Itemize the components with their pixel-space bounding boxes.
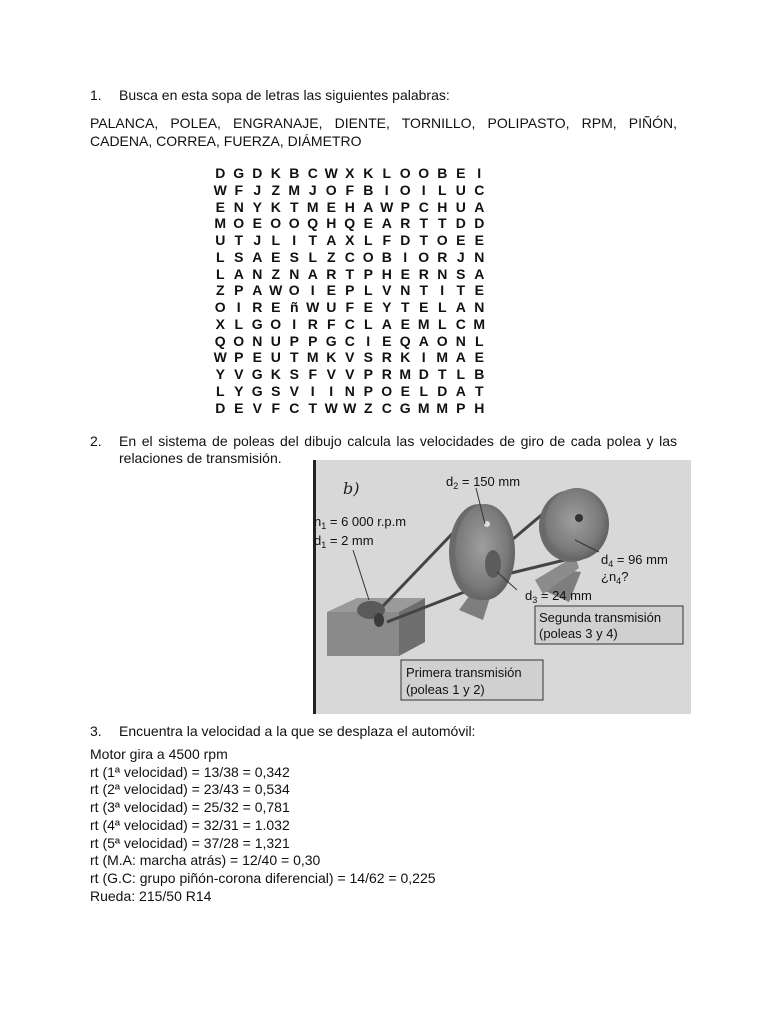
grid-letter: M bbox=[436, 349, 449, 366]
q3-number: 3. bbox=[90, 723, 102, 739]
grid-letter: H bbox=[344, 198, 355, 215]
grid-letter: D bbox=[400, 232, 411, 248]
grid-letter: C bbox=[455, 315, 466, 332]
word-list bbox=[90, 114, 677, 150]
grid-letter: J bbox=[456, 248, 465, 265]
grid-letter: I bbox=[421, 181, 426, 198]
grid-row bbox=[211, 232, 507, 249]
grid-letter: F bbox=[345, 181, 355, 198]
second-transmission-line-1: Segunda transmisión bbox=[539, 610, 662, 625]
grid-letter: N bbox=[455, 332, 466, 349]
ratio-line: rt (G.C: grupo piñón-corona diferencial) = 14/62 = 0,225 bbox=[90, 869, 436, 886]
grid-letter: V bbox=[252, 399, 262, 416]
grid-letter: S bbox=[289, 248, 299, 265]
grid-letter: M bbox=[288, 181, 301, 198]
grid-letter: E bbox=[215, 198, 225, 215]
grid-letter: U bbox=[326, 299, 337, 315]
grid-letter: N bbox=[233, 198, 244, 215]
grid-letter: A bbox=[252, 248, 263, 265]
grid-letter: L bbox=[474, 332, 484, 349]
grid-letter: P bbox=[363, 382, 373, 399]
grid-letter: H bbox=[326, 215, 337, 232]
label-d4: $d_4 = 96$ mm bbox=[601, 552, 668, 569]
grid-letter: A bbox=[474, 265, 485, 282]
grid-letter: Q bbox=[214, 332, 226, 349]
grid-letter: P bbox=[308, 332, 318, 349]
first-transmission-line-1: Primera transmisión bbox=[406, 665, 522, 680]
grid-letter: L bbox=[363, 232, 373, 248]
grid-letter: T bbox=[400, 299, 410, 315]
grid-letter: E bbox=[234, 399, 244, 416]
grid-letter: A bbox=[418, 332, 429, 349]
label-d1: $d_1 = 2$ mm bbox=[314, 533, 374, 550]
grid-letter: R bbox=[418, 265, 429, 282]
grid-letter: E bbox=[474, 349, 484, 366]
grid-letter: W bbox=[213, 181, 227, 198]
grid-letter: Z bbox=[271, 265, 281, 282]
grid-letter: A bbox=[455, 349, 466, 366]
grid-letter: E bbox=[271, 299, 281, 315]
grid-letter: I bbox=[329, 382, 334, 399]
grid-letter: A bbox=[455, 299, 466, 315]
grid-letter: Q bbox=[307, 215, 319, 232]
grid-letter: I bbox=[310, 282, 315, 299]
grid-letter: ñ bbox=[289, 299, 299, 315]
grid-letter: O bbox=[233, 215, 245, 232]
grid-letter: Y bbox=[252, 198, 262, 215]
grid-letter: E bbox=[400, 382, 410, 399]
grid-letter: E bbox=[271, 248, 281, 265]
pulley-4 bbox=[545, 488, 609, 560]
grid-letter: E bbox=[400, 265, 410, 282]
label-d3: $d_3 = 24$ mm bbox=[525, 588, 592, 605]
grid-letter: G bbox=[251, 315, 263, 332]
grid-letter: D bbox=[437, 382, 448, 399]
grid-letter: A bbox=[326, 232, 337, 248]
grid-row bbox=[211, 249, 507, 266]
grid-letter: A bbox=[252, 282, 263, 299]
grid-letter: H bbox=[381, 265, 392, 282]
grid-row bbox=[211, 282, 507, 299]
grid-letter: M bbox=[417, 399, 430, 416]
grid-letter: K bbox=[363, 165, 374, 181]
first-transmission-line-2: (poleas 1 y 2) bbox=[406, 682, 485, 697]
grid-letter: F bbox=[345, 299, 355, 315]
grid-letter: M bbox=[306, 198, 319, 215]
grid-letter: P bbox=[289, 332, 299, 349]
grid-letter: O bbox=[288, 215, 300, 232]
grid-letter: L bbox=[437, 181, 447, 198]
word-list-line-2: CADENA, CORREA, FUERZA, DIÁMETRO bbox=[90, 133, 362, 149]
figure-label-b: b) bbox=[343, 479, 360, 498]
grid-letter: U bbox=[270, 349, 281, 366]
grid-row bbox=[211, 299, 507, 316]
grid-letter: O bbox=[233, 332, 245, 349]
grid-letter: Z bbox=[363, 399, 373, 416]
grid-letter: A bbox=[233, 265, 244, 282]
grid-letter: S bbox=[234, 248, 244, 265]
grid-row bbox=[211, 182, 507, 199]
grid-letter: O bbox=[399, 181, 411, 198]
grid-letter: Y bbox=[234, 382, 244, 399]
grid-letter: N bbox=[252, 332, 263, 349]
grid-letter: K bbox=[326, 349, 337, 366]
grid-letter: F bbox=[326, 315, 336, 332]
gear-ratio-list bbox=[90, 746, 436, 905]
grid-letter: B bbox=[474, 366, 485, 382]
grid-letter: G bbox=[233, 165, 245, 181]
grid-letter: C bbox=[344, 315, 355, 332]
grid-letter: P bbox=[234, 349, 244, 366]
grid-letter: R bbox=[307, 315, 318, 332]
grid-letter: R bbox=[437, 248, 448, 265]
grid-letter: T bbox=[289, 198, 299, 215]
grid-letter: I bbox=[440, 282, 445, 299]
grid-letter: E bbox=[382, 332, 392, 349]
grid-letter: P bbox=[234, 282, 244, 299]
grid-letter: U bbox=[270, 332, 281, 349]
grid-row bbox=[211, 266, 507, 283]
grid-letter: L bbox=[382, 165, 392, 181]
ratio-line: rt (2ª velocidad) = 23/43 = 0,534 bbox=[90, 781, 290, 798]
grid-letter: Y bbox=[382, 299, 392, 315]
grid-letter: T bbox=[437, 215, 447, 232]
grid-letter: T bbox=[419, 282, 429, 299]
grid-letter: L bbox=[215, 265, 225, 282]
motor-base-front bbox=[327, 612, 399, 656]
grid-letter: M bbox=[214, 215, 227, 232]
grid-letter: D bbox=[455, 215, 466, 232]
ratio-line: rt (M.A: marcha atrás) = 12/40 = 0,30 bbox=[90, 852, 321, 869]
grid-letter: O bbox=[325, 181, 337, 198]
grid-letter: K bbox=[270, 165, 281, 181]
grid-letter: W bbox=[324, 399, 338, 416]
grid-letter: O bbox=[362, 248, 374, 265]
grid-letter: S bbox=[289, 366, 299, 382]
grid-letter: O bbox=[381, 382, 393, 399]
grid-letter: L bbox=[419, 382, 429, 399]
ratio-line: Rueda: 215/50 R14 bbox=[90, 887, 212, 904]
grid-letter: O bbox=[399, 165, 411, 181]
grid-row bbox=[211, 366, 507, 383]
grid-letter: V bbox=[234, 366, 244, 382]
grid-row bbox=[211, 199, 507, 216]
grid-letter: K bbox=[270, 366, 281, 382]
grid-letter: N bbox=[289, 265, 300, 282]
grid-row bbox=[211, 400, 507, 417]
grid-letter: T bbox=[308, 399, 318, 416]
label-d2: $d_2 = 150$ mm bbox=[446, 474, 521, 491]
grid-letter: W bbox=[269, 282, 283, 299]
grid-letter: F bbox=[234, 181, 244, 198]
grid-letter: S bbox=[271, 382, 281, 399]
grid-letter: E bbox=[474, 282, 484, 299]
grid-letter: I bbox=[236, 299, 241, 315]
ratio-line: rt (4ª velocidad) = 32/31 = 1.032 bbox=[90, 816, 290, 833]
grid-letter: T bbox=[345, 265, 355, 282]
grid-letter: Z bbox=[271, 181, 281, 198]
grid-letter: J bbox=[253, 232, 262, 248]
grid-letter: E bbox=[456, 232, 466, 248]
grid-letter: P bbox=[345, 282, 355, 299]
grid-letter: P bbox=[363, 366, 373, 382]
second-transmission-line-2: (poleas 3 y 4) bbox=[539, 626, 618, 641]
grid-letter: I bbox=[403, 248, 408, 265]
grid-letter: F bbox=[382, 232, 392, 248]
motor-speed: Motor gira a 4500 rpm bbox=[90, 746, 228, 762]
grid-letter: Z bbox=[326, 248, 336, 265]
grid-letter: O bbox=[436, 232, 448, 248]
grid-letter: V bbox=[289, 382, 299, 399]
grid-letter: M bbox=[436, 399, 449, 416]
grid-letter: E bbox=[363, 299, 373, 315]
grid-letter: E bbox=[326, 282, 336, 299]
grid-letter: F bbox=[308, 366, 318, 382]
grid-letter: W bbox=[306, 299, 320, 315]
grid-letter: C bbox=[344, 332, 355, 349]
grid-letter: L bbox=[234, 315, 244, 332]
grid-letter: L bbox=[363, 315, 373, 332]
grid-letter: C bbox=[289, 399, 300, 416]
q1-number: 1. bbox=[90, 87, 102, 103]
grid-letter: R bbox=[381, 366, 392, 382]
pulley-diagram bbox=[313, 460, 691, 714]
grid-letter: U bbox=[215, 232, 226, 248]
grid-letter: L bbox=[437, 299, 447, 315]
grid-letter: C bbox=[381, 399, 392, 416]
grid-letter: T bbox=[289, 349, 299, 366]
grid-row bbox=[211, 165, 507, 182]
grid-letter: M bbox=[399, 366, 412, 382]
label-n1: $n_1 = 6$ 000 r.p.m bbox=[314, 514, 407, 531]
grid-letter: E bbox=[363, 215, 373, 232]
grid-letter: O bbox=[214, 299, 226, 315]
q2-number: 2. bbox=[90, 433, 102, 449]
grid-row bbox=[211, 333, 507, 350]
grid-letter: K bbox=[400, 349, 411, 366]
grid-letter: U bbox=[455, 198, 466, 215]
grid-letter: B bbox=[381, 248, 392, 265]
q2-text-line-2: relaciones de transmisión. bbox=[119, 450, 282, 466]
grid-letter: L bbox=[271, 232, 281, 248]
grid-row bbox=[211, 215, 507, 232]
word-list-line-1: PALANCA, POLEA, ENGRANAJE, DIENTE, TORNILLO, POLIPASTO, RPM, PIÑÓN, bbox=[90, 115, 677, 131]
grid-letter: C bbox=[344, 248, 355, 265]
grid-letter: E bbox=[474, 232, 484, 248]
grid-letter: N bbox=[474, 299, 485, 315]
grid-letter: F bbox=[271, 399, 281, 416]
grid-letter: O bbox=[270, 215, 282, 232]
grid-letter: R bbox=[400, 215, 411, 232]
grid-letter: L bbox=[215, 248, 225, 265]
grid-letter: E bbox=[419, 299, 429, 315]
grid-letter: M bbox=[417, 315, 430, 332]
grid-letter: P bbox=[363, 265, 373, 282]
grid-letter: O bbox=[288, 282, 300, 299]
grid-letter: X bbox=[345, 232, 355, 248]
grid-letter: G bbox=[251, 366, 263, 382]
grid-letter: E bbox=[326, 198, 336, 215]
grid-letter: I bbox=[477, 165, 482, 181]
grid-letter: J bbox=[253, 181, 262, 198]
grid-row bbox=[211, 316, 507, 333]
grid-letter: E bbox=[252, 215, 262, 232]
grid-letter: I bbox=[421, 349, 426, 366]
grid-letter: Q bbox=[344, 215, 356, 232]
grid-letter: A bbox=[381, 315, 392, 332]
grid-letter: T bbox=[419, 215, 429, 232]
grid-letter: T bbox=[437, 366, 447, 382]
word-search-grid bbox=[211, 165, 507, 416]
grid-letter: A bbox=[474, 198, 485, 215]
grid-letter: D bbox=[474, 215, 485, 232]
grid-letter: A bbox=[307, 265, 318, 282]
grid-letter: T bbox=[234, 232, 244, 248]
grid-letter: R bbox=[326, 265, 337, 282]
grid-letter: A bbox=[381, 215, 392, 232]
grid-letter: V bbox=[382, 282, 392, 299]
grid-letter: K bbox=[270, 198, 281, 215]
grid-letter: T bbox=[474, 382, 484, 399]
grid-letter: O bbox=[270, 315, 282, 332]
q2-text-line-1: En el sistema de poleas del dibujo calcula las velocidades de giro de cada polea y las bbox=[119, 433, 677, 449]
grid-letter: C bbox=[418, 198, 429, 215]
grid-letter: L bbox=[308, 248, 318, 265]
grid-letter: N bbox=[252, 265, 263, 282]
grid-letter: C bbox=[307, 165, 318, 181]
grid-letter: T bbox=[419, 232, 429, 248]
grid-letter: P bbox=[400, 198, 410, 215]
grid-letter: D bbox=[418, 366, 429, 382]
grid-row bbox=[211, 383, 507, 400]
grid-letter: B bbox=[289, 165, 300, 181]
grid-letter: T bbox=[456, 282, 466, 299]
grid-letter: J bbox=[308, 181, 317, 198]
grid-letter: L bbox=[363, 282, 373, 299]
grid-letter: L bbox=[456, 366, 466, 382]
grid-letter: D bbox=[215, 165, 226, 181]
q3-text: Encuentra la velocidad a la que se desplaza el automóvil: bbox=[119, 723, 476, 739]
grid-letter: I bbox=[310, 382, 315, 399]
grid-letter: P bbox=[456, 399, 466, 416]
grid-letter: W bbox=[324, 165, 338, 181]
grid-letter: S bbox=[456, 265, 466, 282]
grid-letter: Q bbox=[399, 332, 411, 349]
label-n4: ¿$n_4$? bbox=[601, 569, 629, 586]
grid-letter: M bbox=[306, 349, 319, 366]
grid-letter: I bbox=[292, 232, 297, 248]
ratio-line: rt (3ª velocidad) = 25/32 = 0,781 bbox=[90, 799, 290, 816]
grid-letter: S bbox=[363, 349, 373, 366]
grid-letter: X bbox=[345, 165, 355, 181]
grid-letter: O bbox=[418, 165, 430, 181]
grid-letter: Z bbox=[215, 282, 225, 299]
grid-letter: I bbox=[366, 332, 371, 349]
grid-letter: W bbox=[213, 349, 227, 366]
pulley-1 bbox=[374, 613, 384, 627]
ratio-line: rt (1ª velocidad) = 13/38 = 0,342 bbox=[90, 763, 290, 780]
grid-letter: N bbox=[437, 265, 448, 282]
grid-letter: R bbox=[252, 299, 263, 315]
grid-letter: O bbox=[436, 332, 448, 349]
grid-letter: V bbox=[345, 349, 355, 366]
grid-letter: X bbox=[215, 315, 225, 332]
grid-letter: R bbox=[381, 349, 392, 366]
grid-letter: N bbox=[400, 282, 411, 299]
grid-letter: N bbox=[474, 248, 485, 265]
grid-letter: W bbox=[343, 399, 357, 416]
grid-letter: G bbox=[251, 382, 263, 399]
grid-letter: B bbox=[437, 165, 448, 181]
grid-letter: H bbox=[474, 399, 485, 416]
grid-letter: E bbox=[252, 349, 262, 366]
grid-letter: D bbox=[252, 165, 263, 181]
grid-letter: A bbox=[363, 198, 374, 215]
grid-letter: W bbox=[380, 198, 394, 215]
grid-letter: I bbox=[384, 181, 389, 198]
pulley-2 bbox=[455, 504, 515, 600]
grid-letter: E bbox=[400, 315, 410, 332]
grid-letter: L bbox=[215, 382, 225, 399]
grid-letter: M bbox=[473, 315, 486, 332]
grid-letter: V bbox=[326, 366, 336, 382]
ratio-line: rt (5ª velocidad) = 37/28 = 1,321 bbox=[90, 834, 290, 851]
q1-text: Busca en esta sopa de letras las siguientes palabras: bbox=[119, 87, 450, 103]
grid-letter: O bbox=[418, 248, 430, 265]
grid-letter: H bbox=[437, 198, 448, 215]
grid-letter: C bbox=[474, 181, 485, 198]
grid-letter: G bbox=[325, 332, 337, 349]
grid-letter: I bbox=[292, 315, 297, 332]
grid-letter: V bbox=[345, 366, 355, 382]
grid-letter: A bbox=[455, 382, 466, 399]
grid-letter: U bbox=[455, 181, 466, 198]
grid-letter: G bbox=[399, 399, 411, 416]
grid-row bbox=[211, 349, 507, 366]
grid-letter: Y bbox=[215, 366, 225, 382]
grid-letter: T bbox=[308, 232, 318, 248]
grid-letter: E bbox=[456, 165, 466, 181]
grid-letter: L bbox=[437, 315, 447, 332]
grid-letter: B bbox=[363, 181, 374, 198]
grid-letter: D bbox=[215, 399, 226, 416]
grid-letter: N bbox=[344, 382, 355, 399]
